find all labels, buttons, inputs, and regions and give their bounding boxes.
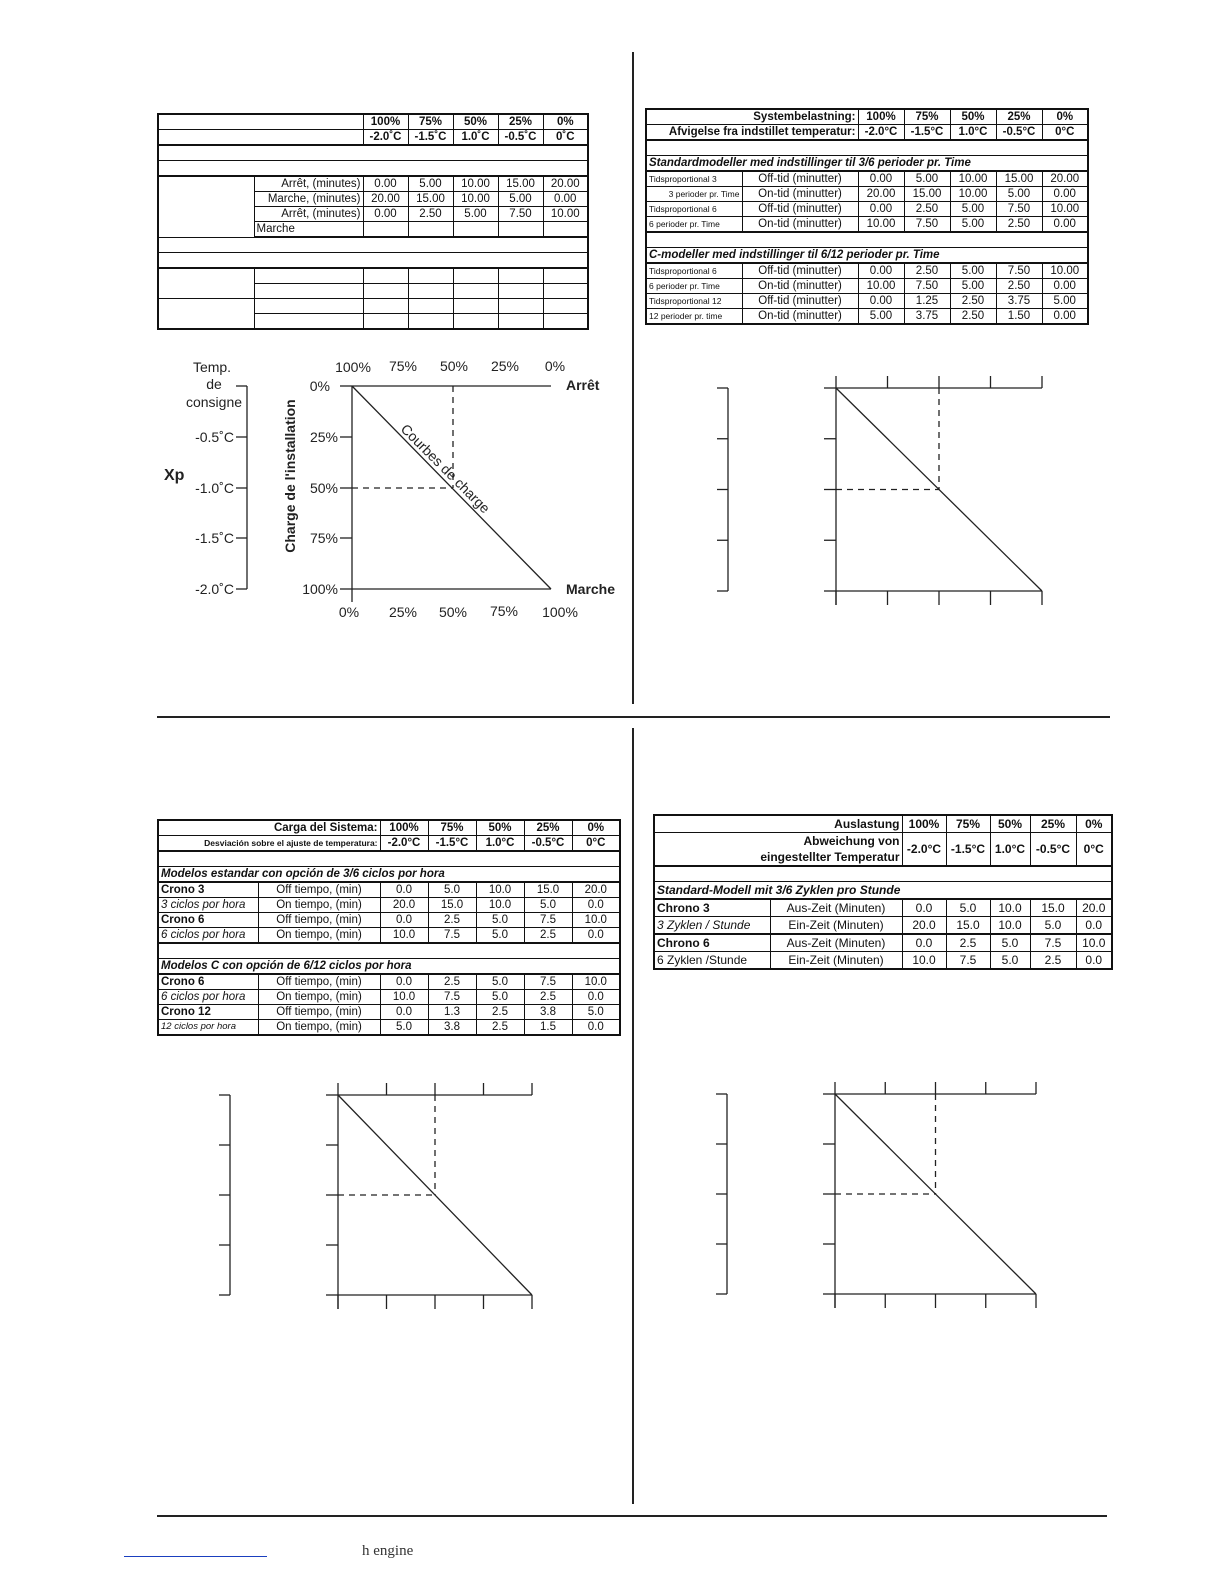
da-cell: 10.00 <box>1042 202 1088 217</box>
de-load-cell: 75% <box>946 815 990 833</box>
da-cell: 5.00 <box>950 279 996 294</box>
da-cell: 10.00 <box>950 171 996 187</box>
da-row-label: Off-tid (minutter) <box>742 294 858 309</box>
es-section-title: Modelos estandar con opción de 3/6 ciclos por hora <box>158 867 620 883</box>
da-temp-cell: 1.0°C <box>950 125 996 141</box>
es-cell: 10.0 <box>572 913 620 928</box>
de-cell: 10.0 <box>902 952 946 970</box>
fr-temp-label-1: Temp. <box>192 359 232 375</box>
fr-bottom-tick-label: 75% <box>489 603 519 619</box>
footer-text: h engine <box>362 1543 414 1559</box>
da-cell: 0.00 <box>858 263 904 279</box>
da-cell: 5.00 <box>858 309 904 325</box>
es-load-cell: 75% <box>428 820 476 836</box>
de-cell: 2.5 <box>946 934 990 952</box>
fr-top-tick-label: 25% <box>490 358 520 374</box>
es-cell: 7.5 <box>524 974 572 990</box>
fr-curve-label: Courbes de charge <box>397 420 494 517</box>
es-cell: 0.0 <box>572 898 620 913</box>
de-cell: 5.0 <box>946 899 990 917</box>
es-cell: 10.0 <box>476 882 524 898</box>
da-load-cell: 0% <box>1042 109 1088 125</box>
fr-cell: 0.00 <box>363 176 408 192</box>
fr-load-cell: 75% <box>408 114 453 130</box>
da-cell: 5.00 <box>950 263 996 279</box>
fr-top-tick-label: 0% <box>544 358 566 374</box>
fr-temp-cell: -0.5˚C <box>498 130 543 146</box>
da-group-name: Tidsproportional 12 <box>646 294 742 309</box>
de-row-label: Aus-Zeit (Minuten) <box>770 934 902 952</box>
es-group-name: Crono 3 <box>158 882 258 898</box>
fr-cell: 15.00 <box>498 176 543 192</box>
es-temp-cell: -2.0°C <box>380 836 428 852</box>
fr-cell: 2.50 <box>408 207 453 222</box>
fr-bottom-tick-label: 100% <box>542 604 578 620</box>
da-row-label: Off-tid (minutter) <box>742 171 858 187</box>
da-cell: 2.50 <box>950 309 996 325</box>
da-cell: 20.00 <box>1042 171 1088 187</box>
de-load-cell: 100% <box>902 815 946 833</box>
fr-top-tick-label: 100% <box>335 359 371 375</box>
es-cell: 0.0 <box>380 882 428 898</box>
es-cell: 5.0 <box>476 990 524 1005</box>
es-cell: 3.8 <box>428 1020 476 1036</box>
da-row-label: On-tid (minutter) <box>742 187 858 202</box>
da-row-label: On-tid (minutter) <box>742 279 858 294</box>
es-section-title: Modelos C con opción de 6/12 ciclos por hora <box>158 959 620 975</box>
da-group-sub: 12 perioder pr. time <box>646 309 742 325</box>
fr-load-cell: 0% <box>543 114 588 130</box>
de-group-sub: 3 Zyklen / Stunde <box>654 917 770 935</box>
es-row-label: Off tiempo, (min) <box>258 882 380 898</box>
da-cell: 0.00 <box>1042 187 1088 202</box>
es-cell: 5.0 <box>476 928 524 944</box>
es-cell: 7.5 <box>428 990 476 1005</box>
es-cell: 5.0 <box>572 1005 620 1020</box>
es-row-label: Off tiempo, (min) <box>258 974 380 990</box>
de-group-name: Chrono 3 <box>654 899 770 917</box>
de-cell: 10.0 <box>990 917 1030 935</box>
fr-bottom-tick-label: 25% <box>388 604 418 620</box>
da-cell: 1.25 <box>904 294 950 309</box>
da-cell: 1.50 <box>996 309 1042 325</box>
da-cell: 2.50 <box>904 202 950 217</box>
da-group-name: Tidsproportional 6 <box>646 263 742 279</box>
fr-y-tick-label: 50% <box>309 480 338 496</box>
es-row-label: On tiempo, (min) <box>258 928 380 944</box>
da-group-name: Tidsproportional 6 <box>646 202 742 217</box>
da-row-label: On-tid (minutter) <box>742 309 858 325</box>
fr-cell: 5.00 <box>408 176 453 192</box>
da-cell: 5.00 <box>950 202 996 217</box>
es-group-sub: 12 ciclos por hora <box>158 1020 258 1036</box>
da-group-sub: 6 perioder pr. Time <box>646 217 742 233</box>
es-cell: 2.5 <box>428 913 476 928</box>
da-cell: 2.50 <box>996 217 1042 233</box>
da-temp-cell: 0°C <box>1042 125 1088 141</box>
es-cell: 5.0 <box>476 913 524 928</box>
fr-temp-cell: -1.5˚C <box>408 130 453 146</box>
da-group-sub: 6 perioder pr. Time <box>646 279 742 294</box>
es-cell: 0.0 <box>380 1005 428 1020</box>
de-temp-cell: 1.0°C <box>990 833 1030 867</box>
es-temp-cell: 1.0°C <box>476 836 524 852</box>
es-header-temp-label: Desviación sobre el ajuste de temperatura: <box>158 836 380 852</box>
fr-y-tick-label: 75% <box>309 530 338 546</box>
de-group-name: Chrono 6 <box>654 934 770 952</box>
fr-left-tick-label: -1.0˚C <box>195 480 234 496</box>
da-cell: 15.00 <box>996 171 1042 187</box>
fr-cell: 0.00 <box>363 207 408 222</box>
es-cell: 2.5 <box>476 1020 524 1036</box>
da-cell: 10.00 <box>950 187 996 202</box>
de-temp-cell: -0.5°C <box>1030 833 1076 867</box>
fr-marche-label: Marche <box>566 581 616 597</box>
fr-y-tick-label: 100% <box>302 581 338 597</box>
fr-cell: 20.00 <box>363 192 408 207</box>
de-cell: 10.0 <box>990 899 1030 917</box>
fr-cell: 7.50 <box>498 207 543 222</box>
da-cell: 10.00 <box>858 217 904 233</box>
es-cell: 15.0 <box>524 882 572 898</box>
da-cell: 0.00 <box>1042 279 1088 294</box>
es-cell: 3.8 <box>524 1005 572 1020</box>
de-cell: 0.0 <box>1076 917 1112 935</box>
es-cell: 0.0 <box>380 913 428 928</box>
de-row-label: Aus-Zeit (Minuten) <box>770 899 902 917</box>
da-cell: 5.00 <box>996 187 1042 202</box>
es-cell: 5.0 <box>476 974 524 990</box>
da-cell: 0.00 <box>1042 309 1088 325</box>
fr-temp-cell: 1.0˚C <box>453 130 498 146</box>
de-temp-cell: -2.0°C <box>902 833 946 867</box>
es-group-sub: 6 ciclos por hora <box>158 990 258 1005</box>
es-temp-cell: 0°C <box>572 836 620 852</box>
da-cell: 5.00 <box>950 217 996 233</box>
es-load-cell: 50% <box>476 820 524 836</box>
de-header-temp-line1: Abweichung von <box>803 834 900 848</box>
fr-load-cell: 50% <box>453 114 498 130</box>
fr-row-label: Arrêt, (minutes) <box>254 176 363 192</box>
fr-row-label: Arrêt, (minutes) <box>254 207 363 222</box>
es-load-cell: 100% <box>380 820 428 836</box>
de-cell: 20.0 <box>1076 899 1112 917</box>
de-temp-cell: -1.5°C <box>946 833 990 867</box>
da-row-label: On-tid (minutter) <box>742 217 858 233</box>
fr-cell: 10.00 <box>453 176 498 192</box>
da-cell: 2.50 <box>904 263 950 279</box>
es-cell: 5.0 <box>380 1020 428 1036</box>
es-cell: 5.0 <box>524 898 572 913</box>
fr-cell: 15.00 <box>408 192 453 207</box>
es-load-cell: 25% <box>524 820 572 836</box>
de-cell: 5.0 <box>1030 917 1076 935</box>
fr-cell: 5.00 <box>498 192 543 207</box>
es-group-name: Crono 6 <box>158 913 258 928</box>
es-row-label: Off tiempo, (min) <box>258 1005 380 1020</box>
es-cell: 1.5 <box>524 1020 572 1036</box>
fr-y-tick-label: 0% <box>309 378 330 394</box>
de-cell: 10.0 <box>1076 934 1112 952</box>
da-cell: 7.50 <box>996 202 1042 217</box>
da-cell: 20.00 <box>858 187 904 202</box>
da-cell: 15.00 <box>904 187 950 202</box>
da-cell: 2.50 <box>996 279 1042 294</box>
de-load-cell: 50% <box>990 815 1030 833</box>
es-cell: 20.0 <box>380 898 428 913</box>
da-header-load-label: Systembelastning: <box>646 109 858 125</box>
da-load-cell: 25% <box>996 109 1042 125</box>
de-cell: 0.0 <box>902 899 946 917</box>
da-cell: 10.00 <box>1042 263 1088 279</box>
da-cell: 0.00 <box>858 202 904 217</box>
es-cell: 10.0 <box>380 990 428 1005</box>
es-cell: 1.3 <box>428 1005 476 1020</box>
da-load-cell: 100% <box>858 109 904 125</box>
fr-cell: 0.00 <box>543 192 588 207</box>
fr-top-tick-label: 50% <box>439 358 469 374</box>
es-cell: 0.0 <box>572 928 620 944</box>
fr-y-axis-label: Charge de l'installation <box>282 399 298 553</box>
da-cell: 7.50 <box>996 263 1042 279</box>
da-load-cell: 75% <box>904 109 950 125</box>
de-cell: 7.5 <box>946 952 990 970</box>
da-group-name: Tidsproportional 3 <box>646 171 742 187</box>
de-header-load-label: Auslastung <box>654 815 902 833</box>
fr-temp-label-2: de <box>206 376 222 392</box>
fr-left-tick-label: -1.5˚C <box>195 530 234 546</box>
es-cell: 10.0 <box>476 898 524 913</box>
fr-cell: 10.00 <box>453 192 498 207</box>
de-cell: 0.0 <box>1076 952 1112 970</box>
es-row-label: Off tiempo, (min) <box>258 913 380 928</box>
da-section-title: Standardmodeller med indstillinger til 3/6 perioder pr. Time <box>646 156 1088 172</box>
de-row-label: Ein-Zeit (Minuten) <box>770 917 902 935</box>
es-group-name: Crono 6 <box>158 974 258 990</box>
es-header-load-label: Carga del Sistema: <box>158 820 380 836</box>
es-row-label: On tiempo, (min) <box>258 990 380 1005</box>
de-header-temp-line2: eingestellter Temperatur <box>760 850 900 864</box>
es-row-label: On tiempo, (min) <box>258 1020 380 1036</box>
fr-row-label: Marche, (minutes) <box>254 192 363 207</box>
es-temp-cell: -1.5°C <box>428 836 476 852</box>
de-load-cell: 0% <box>1076 815 1112 833</box>
de-temp-cell: 0°C <box>1076 833 1112 867</box>
de-cell: 7.5 <box>1030 934 1076 952</box>
de-cell: 0.0 <box>902 934 946 952</box>
da-cell: 10.00 <box>858 279 904 294</box>
fr-bottom-tick-label: 0% <box>338 604 360 620</box>
es-cell: 5.0 <box>428 882 476 898</box>
de-group-sub: 6 Zyklen /Stunde <box>654 952 770 970</box>
fr-arret-label: Arrêt <box>566 377 600 393</box>
es-cell: 0.0 <box>572 990 620 1005</box>
es-cell: 0.0 <box>380 974 428 990</box>
de-cell: 15.0 <box>946 917 990 935</box>
fr-bottom-tick-label: 50% <box>438 604 468 620</box>
da-temp-cell: -0.5°C <box>996 125 1042 141</box>
da-cell: 0.00 <box>858 171 904 187</box>
es-row-label: On tiempo, (min) <box>258 898 380 913</box>
fr-temp-cell: 0˚C <box>543 130 588 146</box>
de-row-label: Ein-Zeit (Minuten) <box>770 952 902 970</box>
de-cell: 5.0 <box>990 934 1030 952</box>
es-cell: 0.0 <box>572 1020 620 1036</box>
fr-cell: 20.00 <box>543 176 588 192</box>
da-cell: 7.50 <box>904 279 950 294</box>
da-temp-cell: -1.5°C <box>904 125 950 141</box>
fr-left-tick-label: -2.0˚C <box>195 581 234 597</box>
da-cell: 3.75 <box>996 294 1042 309</box>
fr-left-tick-label: -0.5˚C <box>195 429 234 445</box>
da-section-title: C-modeller med indstillinger til 6/12 perioder pr. Time <box>646 248 1088 264</box>
fr-y-tick-label: 25% <box>309 429 338 445</box>
da-load-cell: 50% <box>950 109 996 125</box>
da-group-sub: 3 perioder pr. Time <box>646 187 742 202</box>
da-cell: 3.75 <box>904 309 950 325</box>
fr-cell: 5.00 <box>453 207 498 222</box>
de-load-cell: 25% <box>1030 815 1076 833</box>
footer-link-underline[interactable] <box>124 1556 267 1557</box>
da-row-label: Off-tid (minutter) <box>742 202 858 217</box>
da-cell: 0.00 <box>1042 217 1088 233</box>
es-cell: 2.5 <box>524 990 572 1005</box>
es-temp-cell: -0.5°C <box>524 836 572 852</box>
da-cell: 5.00 <box>1042 294 1088 309</box>
fr-cell: 10.00 <box>543 207 588 222</box>
es-cell: 20.0 <box>572 882 620 898</box>
es-cell: 2.5 <box>524 928 572 944</box>
es-group-sub: 6 ciclos por hora <box>158 928 258 944</box>
fr-load-cell: 25% <box>498 114 543 130</box>
da-row-label: Off-tid (minutter) <box>742 263 858 279</box>
de-section-title: Standard-Modell mit 3/6 Zyklen pro Stunde <box>654 882 1112 900</box>
fr-row-label: Marche <box>254 222 363 238</box>
es-group-sub: 3 ciclos por hora <box>158 898 258 913</box>
es-cell: 15.0 <box>428 898 476 913</box>
da-cell: 0.00 <box>858 294 904 309</box>
es-cell: 2.5 <box>428 974 476 990</box>
fr-temp-label-3: consigne <box>185 394 243 410</box>
da-cell: 2.50 <box>950 294 996 309</box>
fr-temp-cell: -2.0˚C <box>363 130 408 146</box>
fr-top-tick-label: 75% <box>388 358 418 374</box>
de-cell: 2.5 <box>1030 952 1076 970</box>
de-cell: 20.0 <box>902 917 946 935</box>
es-cell: 10.0 <box>572 974 620 990</box>
es-cell: 10.0 <box>380 928 428 944</box>
es-group-name: Crono 12 <box>158 1005 258 1020</box>
es-load-cell: 0% <box>572 820 620 836</box>
fr-load-cell: 100% <box>363 114 408 130</box>
de-cell: 15.0 <box>1030 899 1076 917</box>
da-header-temp-label: Afvigelse fra indstillet temperatur: <box>646 125 858 141</box>
da-cell: 5.00 <box>904 171 950 187</box>
da-cell: 7.50 <box>904 217 950 233</box>
de-cell: 5.0 <box>990 952 1030 970</box>
fr-xp-label: Xp <box>164 467 185 484</box>
es-cell: 2.5 <box>476 1005 524 1020</box>
da-temp-cell: -2.0°C <box>858 125 904 141</box>
es-cell: 7.5 <box>524 913 572 928</box>
es-cell: 7.5 <box>428 928 476 944</box>
